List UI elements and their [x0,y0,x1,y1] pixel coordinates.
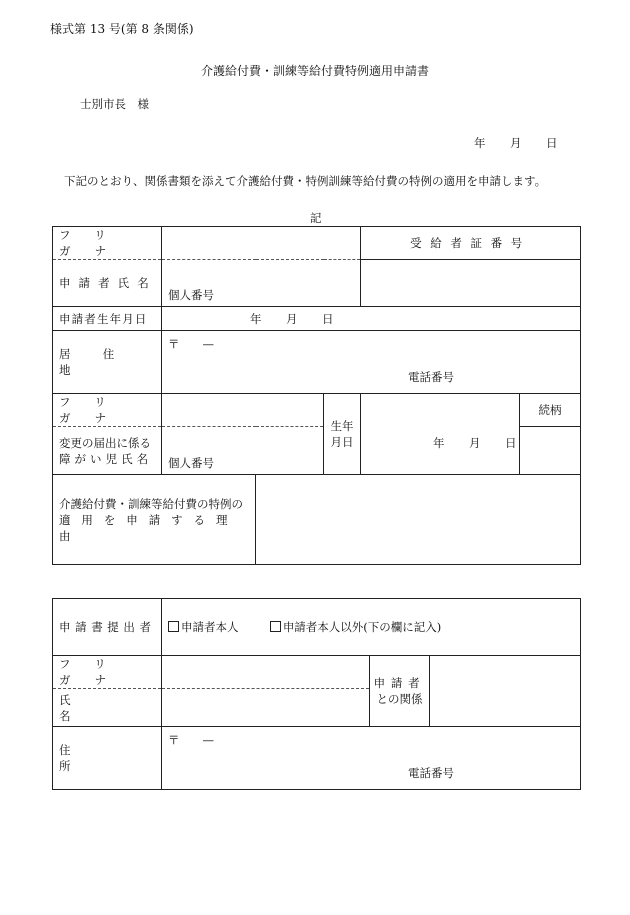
postal-mark: 〒 — [168,337,214,351]
form-number: 様式第 13 号(第 8 条関係) [50,22,194,36]
furigana2-label: フリガナ [53,394,162,427]
submitter-table [52,598,581,790]
applicant-name-field[interactable] [162,260,361,307]
relation-field[interactable] [520,427,581,475]
relation2-label: 申請者 との関係 [370,656,430,727]
reason-label: 介護給付費・訓練等給付費の特例の 適用を申請する理由 [53,475,256,565]
birthdate-field[interactable]: 年 月 日 [162,307,581,331]
address-field[interactable]: 〒 — 電話番号 [162,727,581,790]
opt-other-checkbox[interactable]: 申請者本人以外(下の欄に記入) [270,620,441,634]
child-name-field[interactable]: 個人番号 [162,427,324,475]
name-label: 氏名 [53,689,162,727]
furigana3-field[interactable] [162,656,370,689]
date-month: 月 [510,136,522,150]
recipient-number-label: 受給者証番号 [361,227,581,260]
addressee: 士別市長 様 [80,97,149,111]
relation2-field[interactable] [430,656,581,727]
submitter-label: 申請書提出者 [53,599,162,656]
reason-field[interactable] [256,475,581,565]
recipient-number-field[interactable] [361,260,581,307]
intro-text: 下記のとおり、関係書類を添えて介護給付費・特例訓練等給付費の特例の適用を申請します。 [64,174,547,188]
furigana-label: フリガナ [53,227,162,260]
date-day: 日 [546,136,558,150]
phone-label: 電話番号 [408,370,454,384]
opt-self-checkbox[interactable]: 申請者本人 [168,620,239,634]
residence-label: 居住地 [53,331,162,394]
date-year: 年 [474,136,486,150]
furigana3-label: フリガナ [53,656,162,689]
child-birth-label: 生年 月日 [324,394,361,475]
ki-label: 記 [310,211,322,225]
submitter-options [162,599,581,656]
residence-field[interactable] [162,331,581,394]
child-birth-field[interactable]: 年 月 日 [361,394,520,475]
address-label: 住所 [53,727,162,790]
furigana2-field[interactable] [162,394,324,427]
name-field[interactable] [162,689,370,727]
child-name-label: 変更の届出に係る 障がい児氏名 [53,427,162,475]
applicant-name-label: 申請者氏名 [53,260,162,307]
relation-label: 続柄 [520,394,581,427]
personal-number-label: 個人番号 [168,288,214,302]
birthdate-label: 申請者生年月日 [53,307,162,331]
form-title: 介護給付費・訓練等給付費特例適用申請書 [200,64,429,78]
application-table [52,226,581,565]
furigana-field[interactable] [162,227,361,260]
